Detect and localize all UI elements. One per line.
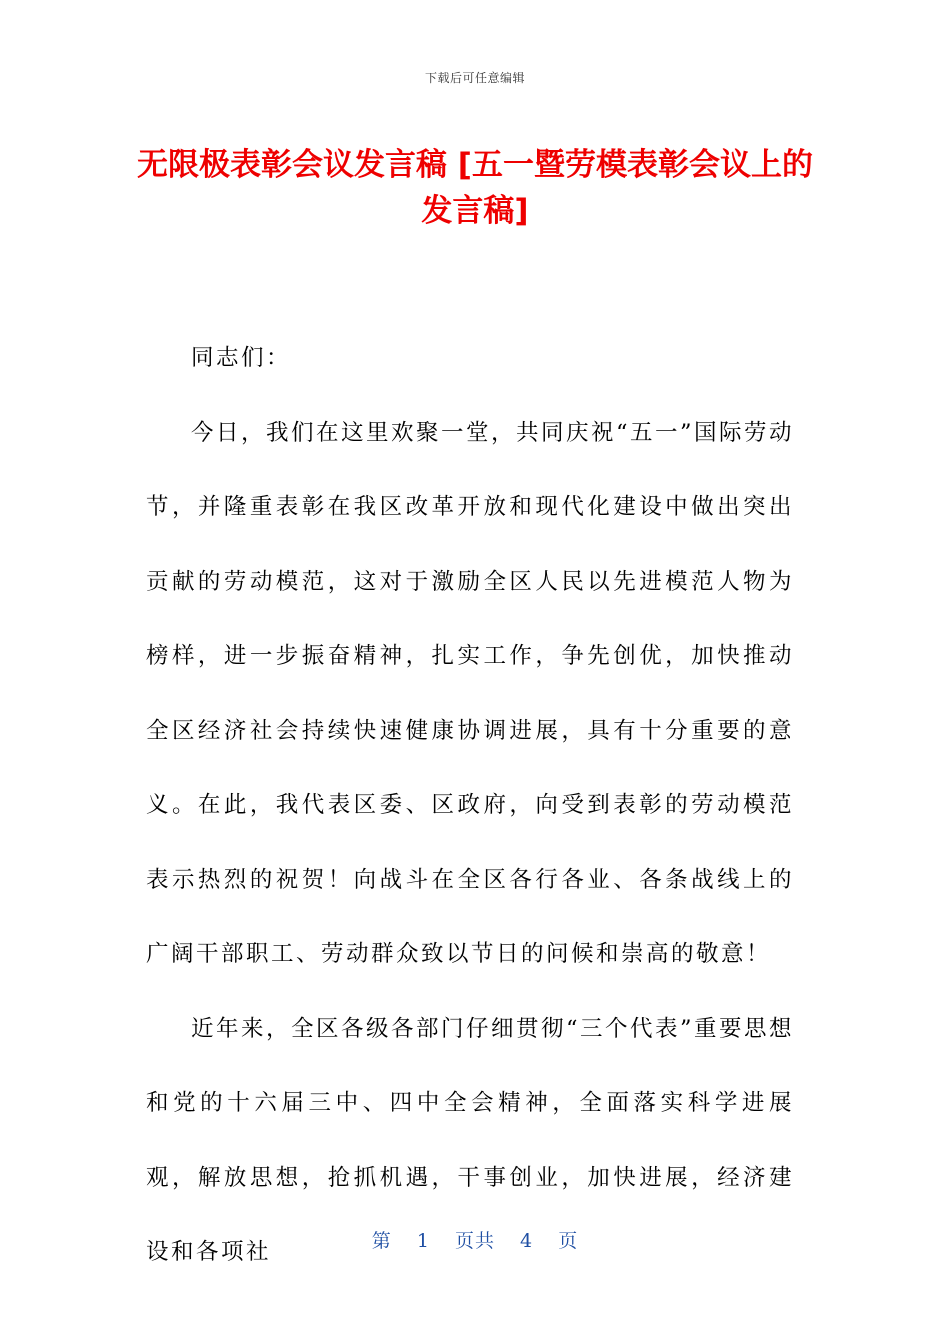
paragraph: 今日，我们在这里欢聚一堂，共同庆祝“五一”国际劳动节，并隆重表彰在我区改革开放和现代化建设中做出突出贡献的劳动模范，这对于激励全区人民以先进模范人物为榜样，进一步振奋精神，扎实工作，争先创优，加快推动全区经济社会持续快速健康协调进展，具有十分重要的意义。在此，我代表区委、区政府，向受到表彰的劳动模范表示热烈的祝贺！向战斗在全区各行各业、各条战线上的广阔干部职工、劳动群众致以节日的问候和崇高的敬意！ (146, 419, 795, 967)
page-footer (0, 1226, 950, 1253)
footer-suffix: 页 (558, 1230, 579, 1252)
footer-middle: 页共 (454, 1230, 495, 1252)
total-pages: 4 (520, 1230, 534, 1252)
document-title: 无限极表彰会议发言稿 [五一暨劳模表彰会议上的发言稿] (137, 147, 813, 229)
paragraph-salutation: 同志们： (191, 345, 292, 371)
document-body (146, 321, 794, 1290)
page-number: 1 (416, 1230, 430, 1252)
header-note: 下载后可任意编辑 (424, 71, 525, 85)
paragraph: 近年来，全区各级各部门仔细贯彻“三个代表”重要思想和党的十六届三中、四中全会精神，全面落实科学进展观，解放思想，抢抓机遇，干事创业，加快进展，经济建设和各项社 (146, 1015, 795, 1265)
footer-prefix: 第 (371, 1230, 392, 1252)
